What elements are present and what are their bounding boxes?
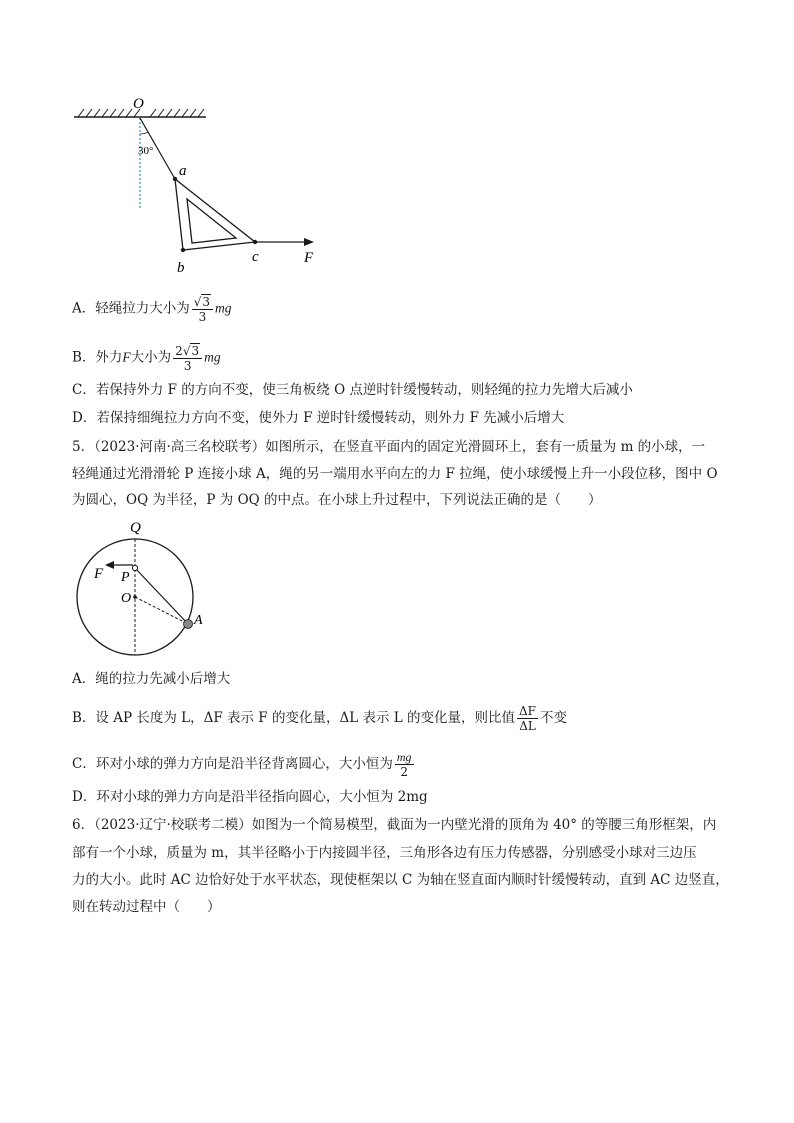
point-b (181, 248, 185, 252)
q6-stem-line2: 部有一个小球，质量为 m，其半径略小于内接圆半径，三角形各边有压力传感器，分别感受小球对三边压 (72, 845, 697, 861)
point-a (173, 177, 177, 181)
label-c: c (252, 249, 259, 265)
figure-ring (70, 515, 220, 665)
label-F2: F (94, 566, 104, 582)
angle-arc (140, 132, 148, 134)
q5-stem-line2: 轻绳通过光滑滑轮 P 连接小球 A，绳的另一端用水平向左的力 F 拉绳，使小球缓慢上升一小段位移，图中 O (72, 466, 718, 482)
label-O2: O (121, 591, 132, 606)
radius-OA-dashed (135, 597, 188, 624)
q5-option-c-fraction (395, 750, 414, 779)
q5-option-c (72, 750, 416, 779)
q5-c-den: 2 (400, 765, 408, 779)
q4-b-num-root: 3 (191, 344, 200, 358)
q5-b-den: ΔL (519, 719, 536, 733)
q5-c-num: mg (396, 750, 412, 764)
q5-stem-line1: 5．（2023·河南·高三名校联考）如图所示，在竖直平面内的固定光滑圆环上，套有一质量为 m 的小球，一 (72, 439, 706, 455)
pulley-P (132, 565, 137, 570)
q5-option-c-text: C．环对小球的弹力方向是沿半径背离圆心，大小恒为 (72, 756, 393, 772)
q4-option-b-text: B．外力 (72, 349, 123, 366)
q5-option-d: D．环对小球的弹力方向是沿半径指向圆心，大小恒为 2mg (72, 789, 428, 805)
q4-b-suffix: mg (204, 349, 221, 365)
q5-option-a: A．绳的拉力先减小后增大 (72, 671, 231, 687)
rope-PA (135, 568, 188, 624)
q6-stem-line3: 力的大小。此时 AC 边恰好处于水平状态，现使框架以 C 为轴在竖直面内顺时针缓慢转动，直到 AC 边竖直， (72, 872, 729, 888)
q4-a-den: 3 (198, 310, 207, 324)
label-A: A (194, 613, 203, 628)
q4-b-num-coef: 2 (175, 344, 183, 358)
q4-b-den: 3 (183, 359, 192, 373)
q4-option-a (72, 294, 232, 324)
q4-option-a-text: A．轻绳拉力大小为 (72, 300, 190, 317)
q5-option-b-text: B．设 AP 长度为 L，ΔF 表示 F 的变化量，ΔL 表示 L 的变化量，则比值 (72, 710, 516, 726)
figure-rope-triangle (60, 88, 340, 278)
force-F-head (105, 561, 114, 569)
q6-stem-line4: 则在转动过程中（ ） (72, 899, 221, 915)
label-a: a (179, 163, 187, 179)
q5-option-b (72, 704, 567, 733)
q4-option-c: C．若保持外力 F 的方向不变，使三角板绕 O 点逆时针缓慢转动，则轻绳的拉力先增大后减小 (72, 382, 633, 398)
label-F: F (304, 250, 314, 266)
q4-option-b-fraction: $\frac{2√3}{3}$ (173, 343, 202, 373)
q4-option-d: D．若保持细绳拉力方向不变，使外力 F 逆时针缓慢转动，则外力 F 先减小后增大 (72, 410, 565, 426)
q4-option-b (72, 343, 221, 373)
q5-b-num: ΔF (519, 704, 537, 718)
q5-b-suffix: 不变 (540, 710, 568, 726)
label-O: O (133, 96, 144, 112)
center-O (133, 595, 137, 599)
force-arrow-head (304, 238, 314, 246)
triangle-plate (175, 179, 255, 250)
q5-option-b-fraction (517, 704, 538, 733)
label-Q: Q (130, 520, 141, 536)
q4-a-suffix: mg (215, 300, 232, 316)
q5-stem-line3: 为圆心，OQ 为半径，P 为 OQ 的中点。在小球上升过程中，下列说法正确的是（ ） (72, 492, 602, 508)
ball-A (184, 620, 193, 629)
q4-b-mid: 大小为 (130, 349, 172, 366)
q4-option-a-fraction: $\frac{√3}{3}$ (192, 294, 213, 324)
q4-a-num-root: 3 (202, 295, 211, 309)
label-angle: 30° (138, 145, 154, 157)
label-P: P (121, 570, 130, 585)
q4-b-F: F (122, 349, 131, 365)
label-b: b (177, 260, 185, 276)
q6-stem-line1: 6．（2023·辽宁·校联考二模）如图为一个简易模型，截面为一内壁光滑的顶角为 40° 的等腰三角形框架，内 (72, 817, 717, 833)
